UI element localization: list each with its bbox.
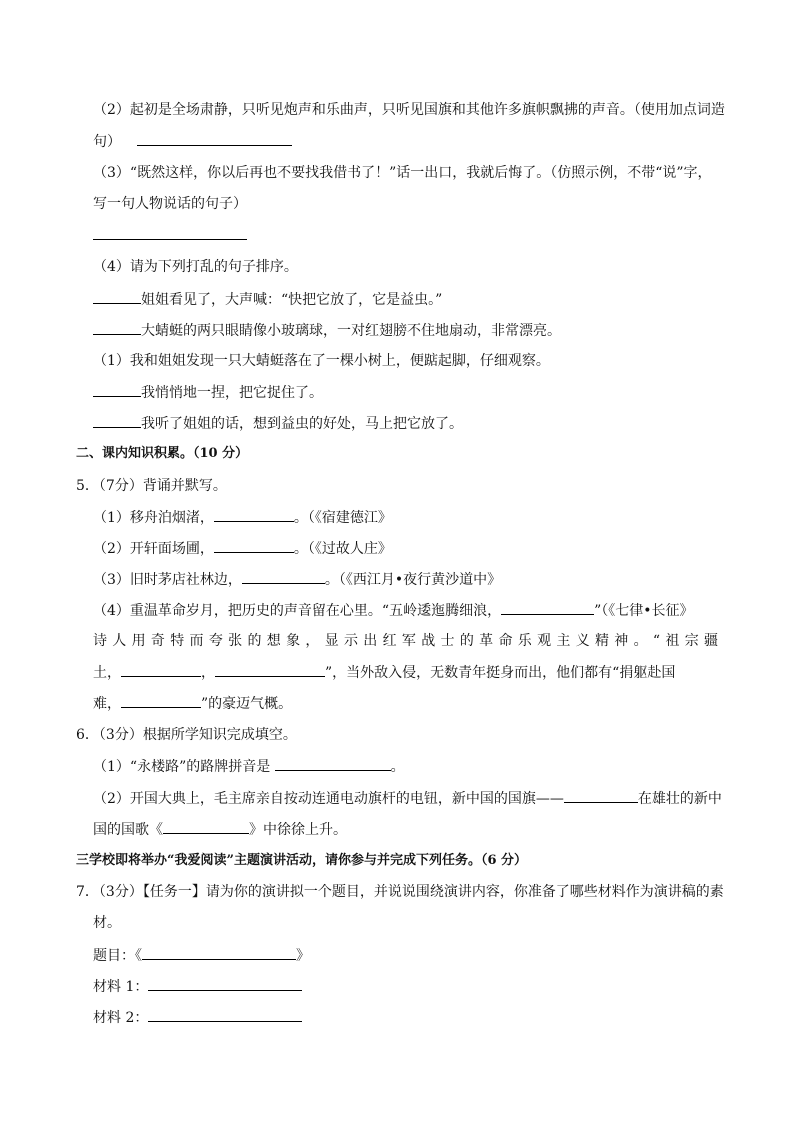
q6-head: 6．（3分）根据所学知识完成填空。 — [76, 727, 297, 743]
order-blank[interactable] — [93, 290, 141, 304]
q5-line1: （1）移舟泊烟渚， 。（《宿建德江》 — [93, 510, 392, 526]
q5-head: 5．（7分）背诵并默写。 — [76, 478, 227, 494]
section-title: 三学校即将举办“我爱阅读”主题演讲活动，请你参与并完成下列任务。（6 分） — [76, 853, 528, 868]
answer-blank[interactable] — [93, 226, 247, 240]
sentence-item: 我悄悄地一捏，把它捉住了。 — [93, 383, 323, 402]
sentence-item: 大蜻蜓的两只眼睛像小玻璃球，一对红翅膀不住地扇动，非常漂亮。 — [93, 321, 561, 340]
q7-title-line: 题目：《 》 — [93, 948, 310, 964]
answer-blank[interactable] — [564, 789, 638, 803]
q4-part4-head: （4）请为下列打乱的句子排序。 — [93, 259, 298, 275]
answer-blank[interactable] — [501, 601, 594, 615]
q4-part3-line1: （3）“既然这样，你以后再也不要找我借书了！”话一出口，我就后悔了。（仿照示例，不带“说”字， — [93, 165, 712, 181]
answer-blank[interactable] — [121, 694, 201, 708]
q4-part2-line2: 句） — [93, 132, 292, 151]
q5-line3: （3）旧时茅店社林边， 。（《西江月•夜行黄沙道中》 — [93, 572, 502, 588]
answer-blank[interactable] — [242, 570, 325, 584]
sentence-item: 姐姐看见了，大声喊：“快把它放了，它是益虫。” — [93, 290, 442, 309]
order-blank[interactable] — [93, 383, 141, 397]
q5-line7: 难， ”的豪迈气概。 — [93, 696, 293, 712]
answer-blank[interactable] — [163, 820, 249, 834]
title-blank[interactable] — [142, 946, 296, 960]
q7-line1: 7．（3分）【任务一】请为你的演讲拟一个题目，并说说围绕演讲内容，你准备了哪些材料作为演讲稿的素 — [76, 884, 724, 900]
q6-line1: （1）“永楼路”的路牌拼音是 。 — [93, 759, 405, 775]
answer-blank[interactable] — [275, 757, 391, 771]
order-blank[interactable] — [93, 414, 141, 428]
answer-blank[interactable] — [214, 539, 294, 553]
q6-line2: （2）开国大典上，毛主席亲自按动连通电动旗杆的电钮，新中国的国旗—— 在雄壮的新中 — [93, 791, 722, 807]
answer-blank[interactable] — [214, 508, 294, 522]
q4-part2-line1: （2）起初是全场肃静，只听见炮声和乐曲声，只听见国旗和其他许多旗帜飘拂的声音。（使用加点词造 — [93, 102, 725, 118]
q7-material-2: 材料 2： — [93, 1008, 302, 1027]
sentence-item: 我听了姐姐的话，想到益虫的好处，马上把它放了。 — [93, 414, 463, 433]
q6-line3: 国的国歌《 》中徐徐上升。 — [93, 822, 347, 838]
q7-material-1: 材料 1： — [93, 977, 302, 996]
order-blank[interactable] — [93, 321, 141, 335]
q5-line6: 土， ， ”，当外敌入侵，无数青年挺身而出，他们都有“捐躯赴国 — [93, 665, 676, 681]
q4-part3-line2: 写一句人物说话的句子） — [93, 196, 247, 212]
q7-line2: 材。 — [93, 915, 121, 931]
answer-blank[interactable] — [121, 663, 201, 677]
q5-line4: （4）重温革命岁月，把历史的声音留在心里。“五岭逶迤腾细浪， ”（《七律•长征》 — [93, 603, 694, 619]
q5-line2: （2）开轩面场圃， 。（《过故人庄》 — [93, 541, 392, 557]
answer-blank[interactable] — [215, 663, 325, 677]
material-blank[interactable] — [148, 977, 302, 991]
q4-part3-line3 — [93, 226, 247, 245]
sentence-item: （1）我和姐姐发现一只大蜻蜓落在了一棵小树上，便踮起脚，仔细观察。 — [93, 353, 550, 369]
material-blank[interactable] — [148, 1008, 302, 1022]
section-title: 二、课内知识积累。（10 分） — [76, 446, 249, 461]
q5-line5: 诗人用奇特而夸张的想象，显示出红军战士的革命乐观主义精神。“祖宗疆 — [93, 633, 718, 649]
answer-blank[interactable] — [137, 132, 292, 146]
